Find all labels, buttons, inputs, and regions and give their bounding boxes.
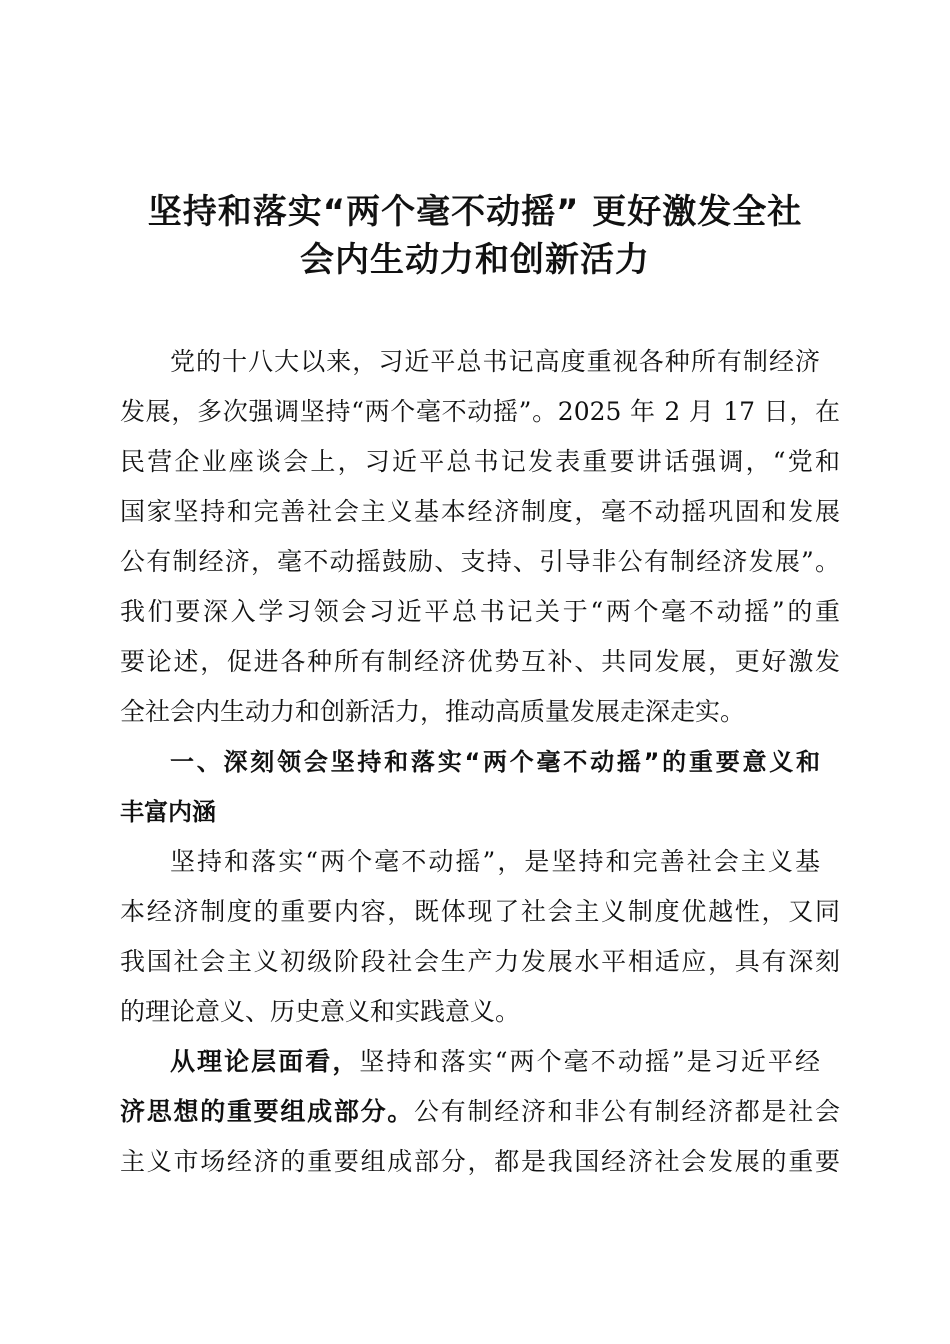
paragraph-1-line: 公有制经济，毫不动摇鼓励、支持、引导非公有制经济发展”。 xyxy=(120,547,840,576)
paragraph-1-line: 民营企业座谈会上，习近平总书记发表重要讲话强调，“党和 xyxy=(120,447,840,476)
paragraph-1-line: 全社会内生动力和创新活力，推动高质量发展走深走实。 xyxy=(120,697,746,726)
paragraph-3-line-2-text: 公有制经济和非公有制经济都是社会 xyxy=(414,1097,840,1126)
paragraph-3-line xyxy=(120,1094,840,1130)
paragraph-1-line: 党的十八大以来，习近平总书记高度重视各种所有制经济 xyxy=(170,347,820,376)
paragraph-3-line-2-lead: 济思想的重要组成部分。 xyxy=(120,1097,415,1126)
paragraph-2-line: 本经济制度的重要内容，既体现了社会主义制度优越性，又同 xyxy=(120,897,840,926)
paragraph-2-line: 坚持和落实“两个毫不动摇”，是坚持和完善社会主义基 xyxy=(170,847,820,876)
document-title-line-1: 坚持和落实“两个毫不动摇” 更好激发全社 xyxy=(147,192,803,232)
paragraph-1-line: 要论述，促进各种所有制经济优势互补、共同发展，更好激发 xyxy=(120,647,840,676)
document-title-line-2: 会内生动力和创新活力 xyxy=(300,240,650,280)
paragraph-2-line: 我国社会主义初级阶段社会生产力发展水平相适应，具有深刻 xyxy=(120,947,840,976)
paragraph-3-lead: 从理论层面看， xyxy=(170,1047,360,1076)
paragraph-3-line-1-text: 坚持和落实“两个毫不动摇”是习近平经 xyxy=(359,1047,820,1076)
paragraph-3-line xyxy=(170,1044,820,1080)
paragraph-3-line: 主义市场经济的重要组成部分，都是我国经济社会发展的重要 xyxy=(120,1147,840,1176)
section-1-heading-line: 一、深刻领会坚持和落实“两个毫不动摇”的重要意义和 xyxy=(170,748,820,776)
paragraph-1-line: 发展，多次强调坚持“两个毫不动摇”。2025 年 2 月 17 日，在 xyxy=(120,397,840,426)
paragraph-1-line: 我们要深入学习领会习近平总书记关于“两个毫不动摇”的重 xyxy=(120,597,840,626)
section-1-heading-line: 丰富内涵 xyxy=(120,798,216,826)
paragraph-2-line: 的理论意义、历史意义和实践意义。 xyxy=(120,997,521,1026)
paragraph-1-line: 国家坚持和完善社会主义基本经济制度，毫不动摇巩固和发展 xyxy=(120,497,840,526)
